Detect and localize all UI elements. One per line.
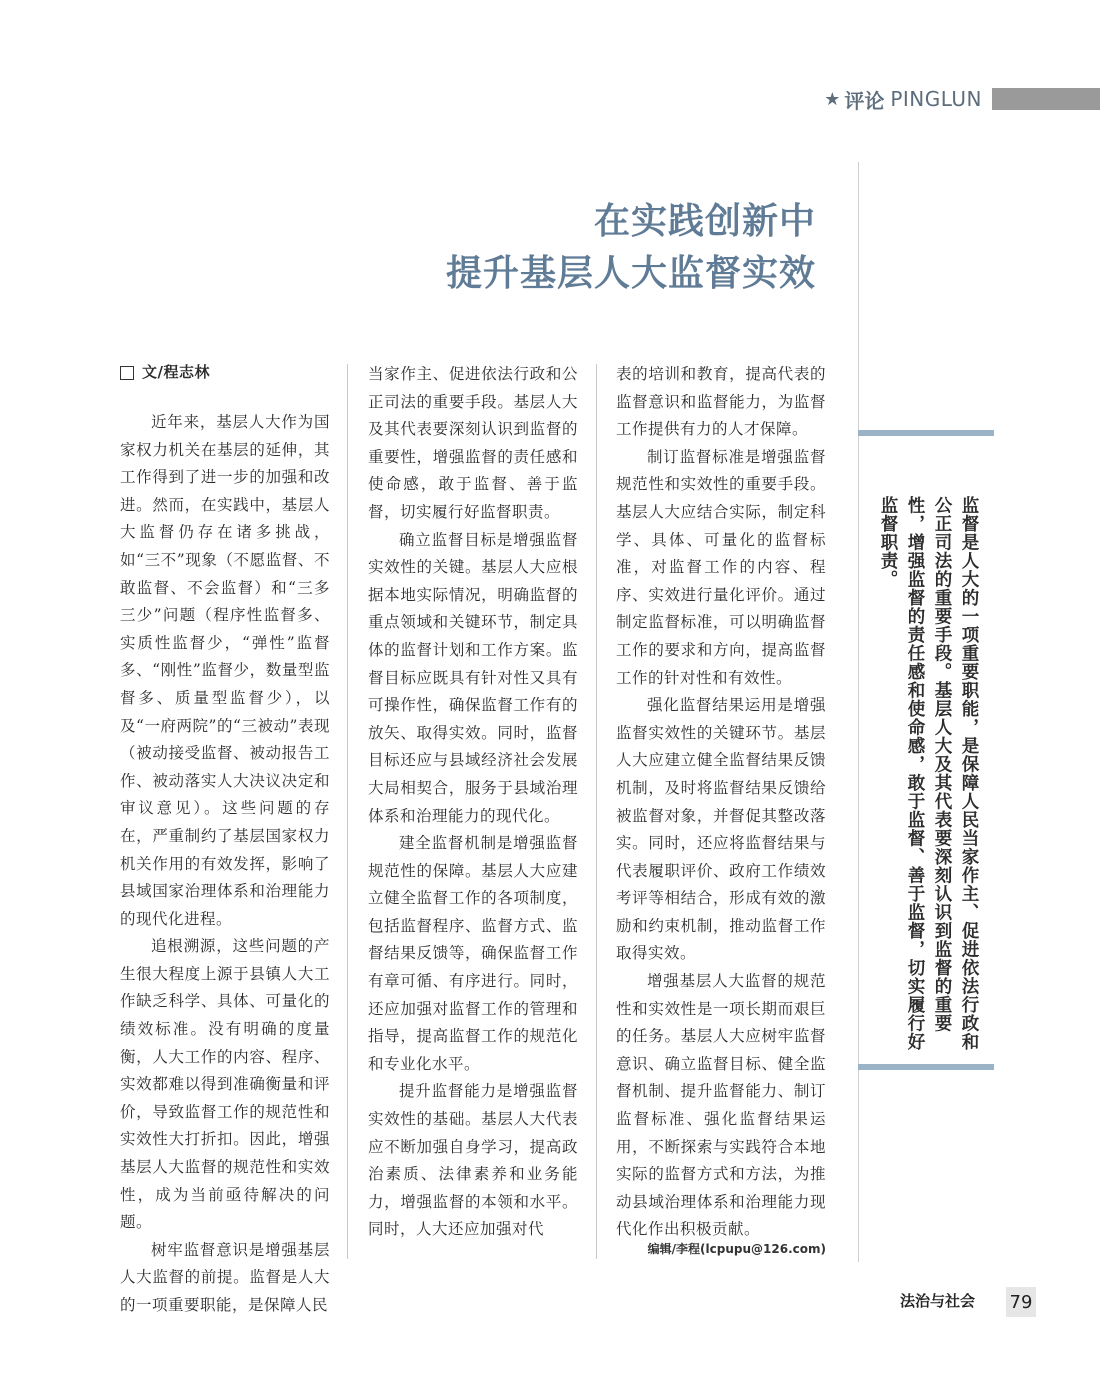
section-name-cn: 评论 [844, 88, 885, 113]
star-icon: ★ [824, 88, 841, 110]
section-name-en: PINGLUN [890, 87, 982, 111]
page-number: 79 [1006, 1287, 1036, 1317]
paragraph: 当家作主、促进依法行政和公正司法的重要手段。基层人大及其代表要深刻认识到监督的重要性，增强监督的责任感和使命感，敢于监督、善于监督，切实履行好监督职责。 [368, 365, 578, 521]
paragraph: 制订监督标准是增强监督规范性和实效性的重要手段。基层人大应结合实际，制定科学、具体、可量化的监督标准，对监督工作的内容、程序、实效进行量化评价。通过制定监督标准，可以明确监督工作的要求和方向，提高监督工作的针对性和有效性。 [616, 447, 826, 687]
sidebar-divider [858, 162, 859, 1262]
column-divider [596, 364, 597, 1259]
text-column-3 [616, 361, 826, 1244]
text-column-1 [120, 361, 330, 1320]
paragraph: 强化监督结果运用是增强监督实效性的关键环节。基层人大应建立健全监督结果反馈机制，及时将监督结果反馈给被监督对象，并督促其整改落实。同时，还应将监督结果与代表履职评价、政府工作绩效考评等相结合，形成有效的激励和约束机制，推动监督工作取得实效。 [616, 696, 826, 963]
header-bar [992, 88, 1100, 110]
magazine-name: 法治与社会 [900, 1292, 976, 1310]
editor-credit: 编辑/李程(lcpupu@126.com) [647, 1242, 826, 1256]
paragraph: 追根溯源，这些问题的产生很大程度上源于县镇人大工作缺乏科学、具体、可量化的绩效标准。没有明确的度量衡，人大工作的内容、程序、实效都难以得到准确衡量和评价，导致监督工作的规范性和实效性大打折扣。因此，增强基层人大监督的规范性和实效性，成为当前亟待解决的问题。 [120, 937, 330, 1232]
title-line-2: 提升基层人大监督实效 [445, 253, 816, 294]
square-bullet-icon [120, 366, 134, 380]
pullquote-bar-bottom [858, 1064, 994, 1070]
paragraph: 确立监督目标是增强监督实效性的关键。基层人大应根据本地实际情况，明确监督的重点领域和关键环节，制定具体的监督计划和工作方案。监督目标应既具有针对性又具有可操作性，确保监督工作有的放矢、取得实效。同时，监督目标还应与县域经济社会发展大局相契合，服务于县域治理体系和治理能力的现代化。 [368, 530, 578, 825]
paragraph: 增强基层人大监督的规范性和实效性是一项长期而艰巨的任务。基层人大应树牢监督意识、确立监督目标、健全监督机制、提升监督能力、制订监督标准、强化监督结果运用，不断探索与实践符合本地实际的监督方式和方法，为推动县域治理体系和治理能力现代化作出积极贡献。 [616, 972, 826, 1239]
paragraph: 提升监督能力是增强监督实效性的基础。基层人大代表应不断加强自身学习，提高政治素质、法律素养和业务能力，增强监督的本领和水平。同时，人大还应加强对代 [368, 1082, 578, 1239]
article-title [446, 196, 816, 300]
pullquote-bar-top [858, 430, 994, 436]
section-label [824, 85, 982, 114]
paragraph: 建全监督机制是增强监督规范性的保障。基层人大应建立健全监督工作的各项制度，包括监督程序、监督方式、监督结果反馈等，确保监督工作有章可循、有序进行。同时，还应加强对监督工作的管理和指导，提高监督工作的规范化和专业化水平。 [368, 834, 578, 1073]
byline [120, 361, 330, 385]
column-divider [347, 364, 348, 1259]
title-line-1: 在实践创新中 [593, 201, 816, 242]
paragraph: 表的培训和教育，提高代表的监督意识和监督能力，为监督工作提供有力的人才保障。 [616, 365, 826, 439]
text-column-2 [368, 361, 578, 1244]
section-header [824, 84, 1100, 114]
paragraph: 近年来，基层人大作为国家权力机关在基层的延伸，其工作得到了进一步的加强和改进。然而，在实践中，基层人大监督仍存在诸多挑战，如“三不”现象（不愿监督、不敢监督、不会监督）和“三多三少”问题（程序性监督多、实质性监督少，“弹性”监督多、“刚性”监督少，数量型监督多、质量型监督少），以及“一府两院”的“三被动”表现（被动接受监督、被动报告工作、被动落实人大决议决定和审议意见）。这些问题的存在，严重制约了基层国家权力机关作用的有效发挥，影响了县域国家治理体系和治理能力的现代化进程。 [120, 413, 330, 928]
pull-quote: 监督是人大的一项重要职能，是保障人民当家作主、促进依法行政和公正司法的重要手段。基层人大及其代表要深刻认识到监督的重要性，增强监督的责任感和使命感，敢于监督、善于监督，切实履行好监督职责。 [878, 496, 979, 1051]
paragraph: 树牢监督意识是增强基层人大监督的前提。监督是人大的一项重要职能，是保障人民 [120, 1240, 330, 1314]
author-name: 文/程志林 [142, 363, 210, 382]
